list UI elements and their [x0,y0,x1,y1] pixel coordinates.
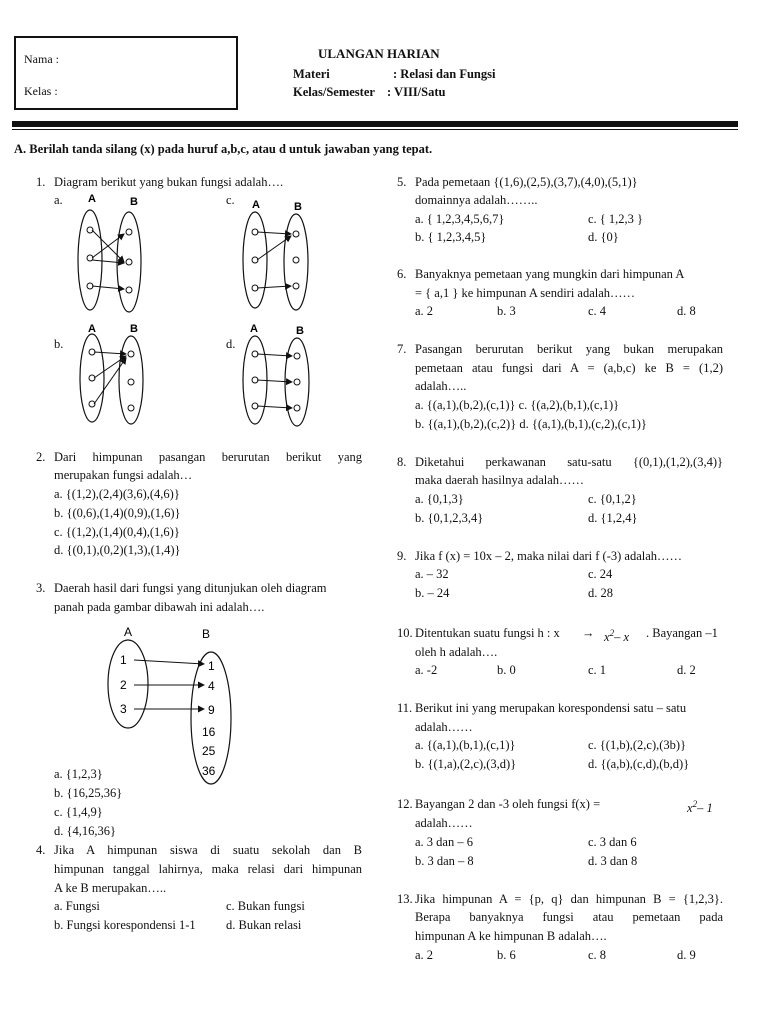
q2-text-line2: merupakan fungsi adalah… [54,468,193,482]
q1b-set-a-label: A [88,323,96,335]
q12-option-d[interactable]: d. 3 dan 8 [588,854,638,868]
q10-option-d[interactable]: d. 2 [677,663,696,677]
q3-option-d[interactable]: d. {4,16,36} [54,824,116,838]
q10-option-b[interactable]: b. 0 [497,663,516,677]
q3-option-b[interactable]: b. {16,25,36} [54,786,123,800]
q4-text-line2: himpunan tanggal lahirnya, maka relasi dari himpunan [54,862,362,876]
q1-option-b[interactable]: b. [54,337,64,351]
q5-option-b[interactable]: b. { 1,2,3,4,5} [415,230,487,244]
q1-text: Diagram berikut yang bukan fungsi adalah…. [54,175,284,189]
q11-number: 11. [397,701,413,715]
q6-option-c[interactable]: c. 4 [588,304,607,318]
q3-codomain-1: 1 [208,659,215,673]
q2-option-b[interactable]: b. {(0,6),(1,4)(0,9),(1,6)} [54,506,181,520]
q9-option-a[interactable]: a. – 32 [415,567,449,581]
q4-text-line1: Jika A himpunan siswa di suatu sekolah dan B [54,843,362,857]
q2-option-a[interactable]: a. {(1,2),(2,4)(3,6),(4,6)} [54,487,180,501]
q9-option-c[interactable]: c. 24 [588,567,613,581]
q6-text-line1: Banyaknya pemetaan yang mungkin dari himpunan A [415,267,685,281]
q11-option-a[interactable]: a. {(a,1),(b,1),(c,1)} [415,738,516,752]
q10-expression: $x^2-$ x [604,628,629,645]
q3-text-line2: panah pada gambar dibawah ini adalah…. [54,600,265,614]
q10-number: 10. [397,626,413,640]
q13-option-b[interactable]: b. 6 [497,948,516,962]
q11-option-d[interactable]: d. {(a,b),(c,d),(b,d)} [588,757,690,771]
exam-title: ULANGAN HARIAN [318,46,440,61]
q6-number: 6. [397,267,407,281]
q6-option-a[interactable]: a. 2 [415,304,434,318]
q4-text-line3: A ke B merupakan….. [54,881,167,895]
q1-number: 1. [36,175,46,189]
q7-options-a-c[interactable]: a. {(a,1),(b,2),(c,1)} c. {(a,2),(b,1),(c,1)} [415,398,620,412]
q6-option-d[interactable]: d. 8 [677,304,696,318]
q13-number: 13. [397,892,413,906]
q2-option-d[interactable]: d. {(0,1),(0,2)(1,3),(1,4)} [54,543,181,557]
q9-option-d[interactable]: d. 28 [588,586,613,600]
q1-option-d[interactable]: d. [226,337,236,351]
q3-domain-1: 1 [120,653,127,667]
q9-text: Jika f (x) = 10x – 2, maka nilai dari f (-3) adalah…… [415,549,683,563]
q12-option-a[interactable]: a. 3 dan – 6 [415,835,473,849]
q5-text-line1: Pada pemetaan {(1,6),(2,5),(3,7),(4,0),(5,1)} [415,175,638,189]
q1-option-a[interactable]: a. [54,193,63,207]
q7-options-b-d[interactable]: b. {(a,1),(b,2),(c,2)} d. {(a,1),(b,1),(c,2),(c,1)} [415,417,647,431]
q3-set-a-label: A [124,625,133,639]
q3-option-c[interactable]: c. {1,4,9} [54,805,103,819]
q3-domain-2: 2 [120,678,127,692]
q1d-set-b-label: B [296,325,304,337]
q9-number: 9. [397,549,407,563]
q2-option-c[interactable]: c. {(1,2),(1,4)(0,4),(1,6)} [54,525,180,539]
name-label: Nama : [24,52,59,66]
q12-option-c[interactable]: c. 3 dan 6 [588,835,637,849]
subject-key: Materi [293,67,330,81]
q7-text-line2: pemetaan atau fungsi dari A = (a,b,c) ke B = (1,2) [415,361,723,375]
q8-option-c[interactable]: c. {0,1,2} [588,492,637,506]
q10-option-c[interactable]: c. 1 [588,663,607,677]
q7-text-line1: Pasangan berurutan berikut yang bukan merupakan [415,342,723,356]
q8-option-b[interactable]: b. {0,1,2,3,4} [415,511,484,525]
q5-number: 5. [397,175,407,189]
q3-domain-3: 3 [120,702,127,716]
q3-option-a[interactable]: a. {1,2,3} [54,767,103,781]
class-label: Kelas : [24,84,58,98]
q11-text-line1: Berikut ini yang merupakan korespondensi satu – satu [415,701,687,715]
q13-option-a[interactable]: a. 2 [415,948,434,962]
q1a-set-a-label: A [88,193,96,205]
q1-diagram-a [68,190,148,320]
q12-expression: $x^2-$ 1 [687,799,713,816]
q8-text-line2: maka daerah hasilnya adalah…… [415,473,585,487]
q5-option-a[interactable]: a. { 1,2,3,4,5,6,7} [415,212,505,226]
q1b-set-b-label: B [130,323,138,335]
q5-option-d[interactable]: d. {0} [588,230,619,244]
q5-option-c[interactable]: c. { 1,2,3 } [588,212,644,226]
q10-text-part2: . Bayangan –1 [646,626,718,640]
q13-text-line2: Berapa banyaknya fungsi atau pemetaan pada [415,910,723,924]
q6-text-line2: = { a,1 } ke himpunan A sendiri adalah…… [415,286,636,300]
q2-number: 2. [36,450,46,464]
q4-option-b[interactable]: b. Fungsi korespondensi 1-1 [54,918,196,932]
q10-arrow-icon: → [582,626,595,640]
subject-value: : Relasi dan Fungsi [393,67,496,81]
q5-text-line2: domainnya adalah…….. [415,193,538,207]
q4-option-a[interactable]: a. Fungsi [54,899,100,913]
q4-option-d[interactable]: d. Bukan relasi [226,918,302,932]
q3-codomain-25: 25 [202,744,216,758]
q2-text-line1: Dari himpunan pasangan berurutan berikut yang [54,450,362,464]
q1d-set-a-label: A [250,323,258,335]
q13-option-d[interactable]: d. 9 [677,948,696,962]
instruction: A. Berilah tanda silang (x) pada huruf a,b,c, atau d untuk jawaban yang tepat. [14,142,433,156]
grade-key: Kelas/Semester [293,85,375,99]
q8-option-d[interactable]: d. {1,2,4} [588,511,638,525]
q3-set-b-label: B [202,627,211,641]
header-rule-thin [12,129,738,130]
q4-option-c[interactable]: c. Bukan fungsi [226,899,305,913]
q3-number: 3. [36,581,46,595]
q3-codomain-36: 36 [202,764,216,778]
q3-codomain-9: 9 [208,703,215,717]
q12-number: 12. [397,797,413,811]
q12-text-line2: adalah…… [415,816,473,830]
q1c-set-b-label: B [294,201,302,213]
q13-text-line3: himpunan A ke himpunan B adalah…. [415,929,607,943]
q10-option-a[interactable]: a. -2 [415,663,438,677]
q3-arrow-diagram [104,622,244,787]
q1c-set-a-label: A [252,199,260,211]
q11-text-line2: adalah…… [415,720,473,734]
q1-diagram-b [72,318,152,428]
q8-number: 8. [397,455,407,469]
q8-option-a[interactable]: a. {0,1,3} [415,492,464,506]
q8-text-line1: Diketahui perkawanan satu-satu {(0,1),(1,2),(3,4)} [415,455,723,469]
q7-number: 7. [397,342,407,356]
q3-codomain-4: 4 [208,679,215,693]
q9-option-b[interactable]: b. – 24 [415,586,450,600]
q3-codomain-16: 16 [202,725,216,739]
q13-option-c[interactable]: c. 8 [588,948,607,962]
q6-option-b[interactable]: b. 3 [497,304,516,318]
q12-text-line1: Bayangan 2 dan -3 oleh fungsi f(x) = [415,797,601,811]
q10-text-part1: Ditentukan suatu fungsi h : x [415,626,560,640]
q11-option-c[interactable]: c. {(1,b),(2,c),(3b)} [588,738,687,752]
q13-text-line1: Jika himpunan A = {p, q} dan himpunan B = {1,2,3}. [415,892,723,906]
q7-text-line3: adalah….. [415,379,467,393]
q11-option-b[interactable]: b. {(1,a),(2,c),(3,d)} [415,757,517,771]
q3-text-line1: Daerah hasil dari fungsi yang ditunjukan oleh diagram [54,581,327,595]
q1-diagram-c [236,194,316,324]
q4-number: 4. [36,843,46,857]
q10-text-line2: oleh h adalah…. [415,645,498,659]
q1-diagram-d [236,318,320,428]
grade-value: : VIII/Satu [387,85,446,99]
q1a-set-b-label: B [130,196,138,208]
q1-option-c[interactable]: c. [226,193,235,207]
header-rule-thick [12,121,738,127]
q12-option-b[interactable]: b. 3 dan – 8 [415,854,474,868]
